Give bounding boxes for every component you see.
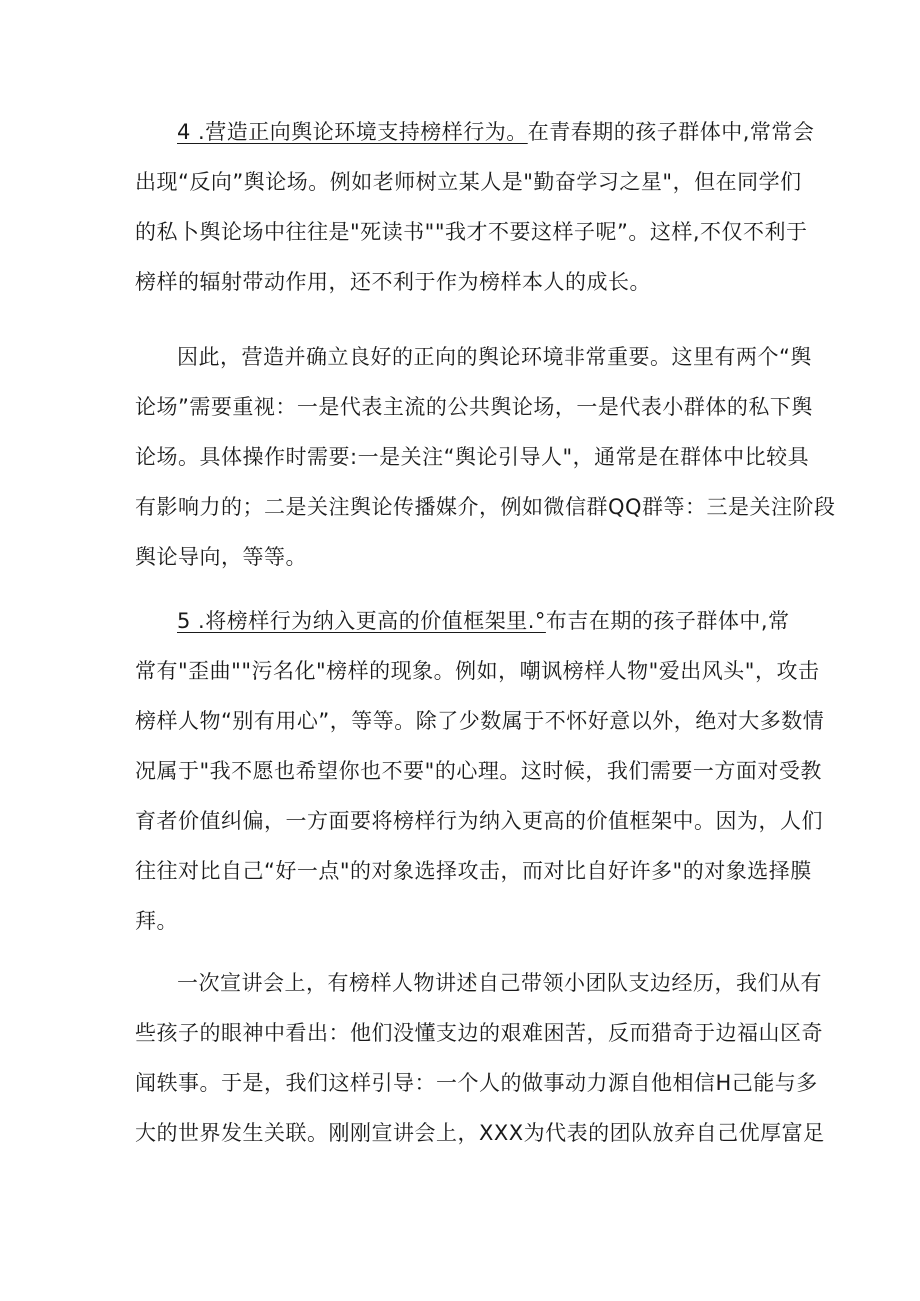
paragraph-line: 出现“反向”舆论场。例如老师树立某人是"勤奋学习之星"，但在同学们 [135,170,802,194]
paragraph-line: 常有"歪曲""污名化"榜样的现象。例如，嘲讽榜样人物"爱出风头"，攻击 [135,659,820,683]
paragraph-4 [135,958,825,1158]
paragraph-1 [135,107,815,307]
paragraph-line: 论场。具体操作时需要:一是关注“舆论引导人"，通常是在群体中比较具 [135,445,810,469]
paragraph-line: 榜样的辐射带动作用，还不利于作为榜样本人的成长。 [135,270,651,294]
paragraph-line: 5 .将榜样行为纳入更高的价值框架里.°布吉在期的孩子群体中,常 [177,609,790,633]
paragraph-line: 的私卜舆论场中往往是"死读书""我才不要这样子呢”。这样,不仅不利于 [135,220,808,244]
paragraph-line: 拜。 [135,909,178,933]
paragraph-line: 因此，营造并确立良好的正向的舆论环境非常重要。这里有两个“舆 [177,345,812,369]
paragraph-line: 往往对比自己“好一点"的对象选择攻击，而对比自好许多"的对象选择膜 [135,859,812,883]
paragraph-line: 4 .营造正向舆论环境支持榜样行为。在青春期的孩子群体中,常常会 [177,120,815,144]
paragraph-line: 有影响力的；二是关注舆论传播媒介，例如微信群QQ群等：三是关注阶段 [135,495,836,519]
paragraph-line: 况属于"我不愿也希望你也不要"的心理。这时候，我们需要一方面对受教 [135,759,822,783]
paragraph-line: 舆论导向，等等。 [135,545,307,569]
paragraph-line: 一次宣讲会上，有榜样人物讲述自己带领小团队支边经历，我们从有 [177,971,822,995]
section-heading-4: 4 .营造正向舆论环境支持榜样行为。 [177,120,528,144]
paragraph-line: 闻轶事。于是，我们这样引导：一个人的做事动力源自他相信H己能与多 [135,1071,818,1095]
paragraph-line: 大的世界发生关联。刚刚宣讲会上，XXX为代表的团队放弃自己优厚富足 [135,1121,825,1145]
paragraph-line: 论场”需要重视：一是代表主流的公共舆论场，一是代表小群体的私下舆 [135,395,813,419]
paragraph-line: 榜样人物“别有用心”，等等。除了少数属于不怀好意以外，绝对大多数情 [135,709,825,733]
paragraph-3 [135,596,825,946]
paragraph-2 [135,332,836,582]
paragraph-line: 育者价值纠偏，一方面要将榜样行为纳入更高的价值框架中。因为，人们 [135,809,823,833]
section-heading-5: 5 .将榜样行为纳入更高的价值框架里.° [177,609,546,633]
paragraph-line: 些孩子的眼神中看出：他们没懂支边的艰难困苦，反而猎奇于边福山区奇 [135,1021,823,1045]
